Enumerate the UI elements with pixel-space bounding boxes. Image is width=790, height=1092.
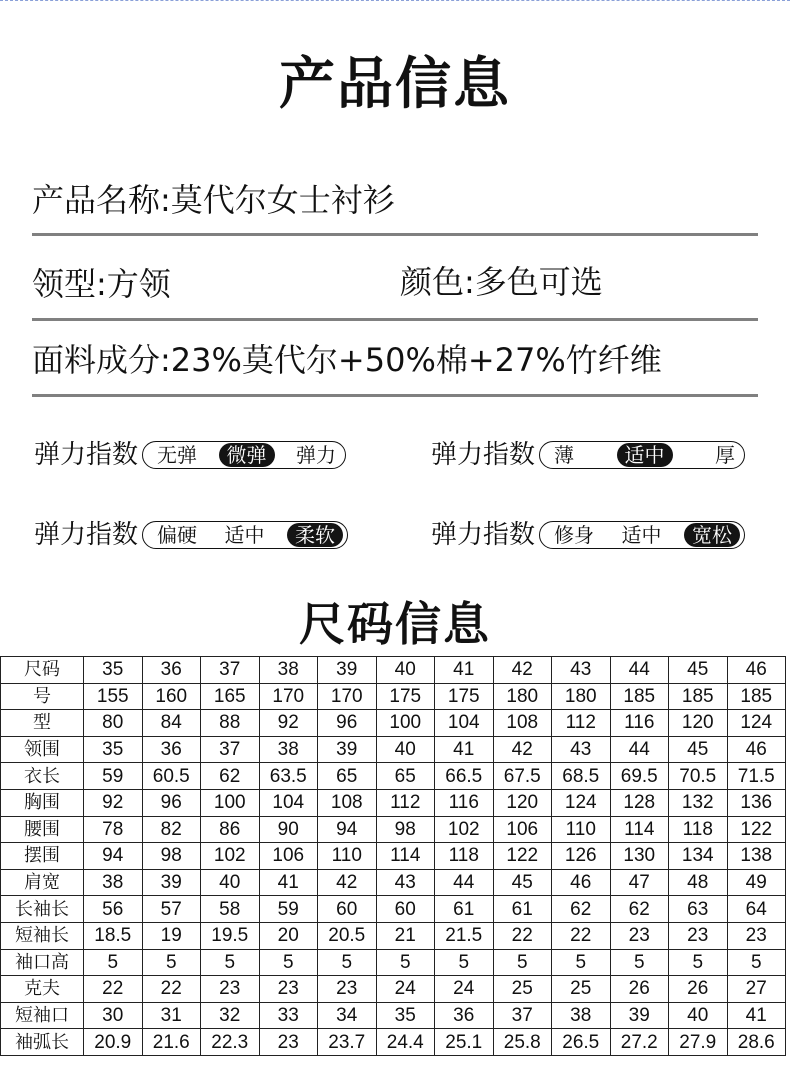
table-cell: 120	[493, 789, 552, 816]
table-cell: 37	[493, 1002, 552, 1029]
divider	[32, 394, 758, 397]
table-cell: 25	[552, 976, 611, 1003]
table-cell: 25.8	[493, 1029, 552, 1056]
table-row	[1, 1002, 786, 1029]
table-cell: 23	[259, 976, 318, 1003]
table-cell: 23	[669, 922, 728, 949]
table-cell: 62	[201, 763, 260, 790]
table-cell: 43	[552, 657, 611, 684]
table-cell: 23.7	[318, 1029, 377, 1056]
table-cell: 37	[201, 736, 260, 763]
index-option-selected: 适中	[617, 443, 673, 467]
table-cell: 42	[493, 657, 552, 684]
table-cell: 82	[142, 816, 201, 843]
table-cell: 70.5	[669, 763, 728, 790]
table-cell: 100	[201, 789, 260, 816]
table-cell: 40	[201, 869, 260, 896]
table-cell: 45	[669, 657, 728, 684]
table-cell: 69.5	[610, 763, 669, 790]
table-row	[1, 949, 786, 976]
row-header-cell: 短袖长	[1, 922, 84, 949]
table-cell: 5	[552, 949, 611, 976]
table-cell: 78	[84, 816, 143, 843]
table-cell: 31	[142, 1002, 201, 1029]
table-cell: 185	[727, 683, 786, 710]
table-cell: 170	[318, 683, 377, 710]
table-cell: 5	[259, 949, 318, 976]
table-cell: 28.6	[727, 1029, 786, 1056]
table-cell: 118	[669, 816, 728, 843]
table-cell: 36	[142, 657, 201, 684]
index-label: 弹力指数	[431, 520, 536, 550]
table-cell: 94	[318, 816, 377, 843]
table-cell: 40	[376, 736, 435, 763]
table-cell: 122	[493, 843, 552, 870]
table-cell: 21.5	[435, 922, 494, 949]
table-cell: 155	[84, 683, 143, 710]
table-cell: 96	[142, 789, 201, 816]
elasticity-index	[34, 437, 346, 473]
table-cell: 43	[376, 869, 435, 896]
table-cell: 41	[259, 869, 318, 896]
softness-index	[34, 517, 348, 553]
table-cell: 128	[610, 789, 669, 816]
index-option: 修身	[554, 523, 595, 547]
size-chart-table	[0, 656, 786, 1056]
table-cell: 160	[142, 683, 201, 710]
table-cell: 62	[610, 896, 669, 923]
table-cell: 122	[727, 816, 786, 843]
page-title: 产品信息	[279, 52, 511, 117]
table-cell: 60.5	[142, 763, 201, 790]
table-cell: 112	[376, 789, 435, 816]
table-cell: 66.5	[435, 763, 494, 790]
table-cell: 92	[259, 710, 318, 737]
row-header-cell: 胸围	[1, 789, 84, 816]
table-cell: 35	[376, 1002, 435, 1029]
table-cell: 22	[552, 922, 611, 949]
table-cell: 61	[493, 896, 552, 923]
table-cell: 26.5	[552, 1029, 611, 1056]
index-scale	[142, 441, 346, 469]
table-cell: 132	[669, 789, 728, 816]
row-header-cell: 袖弧长	[1, 1029, 84, 1056]
row-header-cell: 腰围	[1, 816, 84, 843]
table-cell: 60	[318, 896, 377, 923]
table-cell: 58	[201, 896, 260, 923]
table-cell: 44	[610, 736, 669, 763]
row-header-cell: 号	[1, 683, 84, 710]
row-header-cell: 肩宽	[1, 869, 84, 896]
index-option: 厚	[715, 443, 736, 467]
table-cell: 46	[727, 657, 786, 684]
row-header-cell: 领围	[1, 736, 84, 763]
table-cell: 56	[84, 896, 143, 923]
table-cell: 116	[610, 710, 669, 737]
row-header-cell: 型	[1, 710, 84, 737]
table-cell: 34	[318, 1002, 377, 1029]
table-cell: 25.1	[435, 1029, 494, 1056]
table-cell: 94	[84, 843, 143, 870]
table-cell: 59	[84, 763, 143, 790]
table-cell: 185	[669, 683, 728, 710]
table-row	[1, 843, 786, 870]
table-cell: 23	[259, 1029, 318, 1056]
table-cell: 26	[669, 976, 728, 1003]
table-cell: 136	[727, 789, 786, 816]
table-cell: 41	[435, 657, 494, 684]
table-cell: 175	[376, 683, 435, 710]
fit-index	[431, 517, 745, 553]
row-header-cell: 衣长	[1, 763, 84, 790]
table-cell: 165	[201, 683, 260, 710]
table-cell: 39	[318, 736, 377, 763]
row-header-cell: 尺码	[1, 657, 84, 684]
table-cell: 5	[727, 949, 786, 976]
table-row	[1, 896, 786, 923]
table-cell: 5	[669, 949, 728, 976]
table-cell: 23	[610, 922, 669, 949]
table-cell: 71.5	[727, 763, 786, 790]
table-cell: 39	[318, 657, 377, 684]
table-cell: 110	[552, 816, 611, 843]
table-cell: 180	[493, 683, 552, 710]
table-cell: 114	[610, 816, 669, 843]
index-option: 薄	[554, 443, 575, 467]
table-cell: 19	[142, 922, 201, 949]
table-cell: 108	[318, 789, 377, 816]
row-header-cell: 摆围	[1, 843, 84, 870]
index-option-selected: 微弹	[219, 443, 275, 467]
table-cell: 26	[610, 976, 669, 1003]
row-header-cell: 袖口高	[1, 949, 84, 976]
table-cell: 23	[727, 922, 786, 949]
table-cell: 57	[142, 896, 201, 923]
table-cell: 96	[318, 710, 377, 737]
table-row	[1, 922, 786, 949]
table-cell: 22	[142, 976, 201, 1003]
table-cell: 22	[84, 976, 143, 1003]
table-cell: 98	[376, 816, 435, 843]
table-cell: 37	[201, 657, 260, 684]
table-cell: 27	[727, 976, 786, 1003]
table-cell: 46	[552, 869, 611, 896]
row-header-cell: 短袖口	[1, 1002, 84, 1029]
table-cell: 90	[259, 816, 318, 843]
table-cell: 48	[669, 869, 728, 896]
table-cell: 38	[84, 869, 143, 896]
table-cell: 106	[259, 843, 318, 870]
table-cell: 118	[435, 843, 494, 870]
table-cell: 108	[493, 710, 552, 737]
row-header-cell: 长袖长	[1, 896, 84, 923]
table-cell: 134	[669, 843, 728, 870]
table-cell: 41	[727, 1002, 786, 1029]
table-cell: 24	[376, 976, 435, 1003]
table-cell: 86	[201, 816, 260, 843]
row-header-cell: 克夫	[1, 976, 84, 1003]
index-scale	[539, 521, 745, 549]
thickness-index	[431, 437, 745, 473]
table-cell: 138	[727, 843, 786, 870]
table-row	[1, 816, 786, 843]
table-cell: 104	[435, 710, 494, 737]
table-cell: 47	[610, 869, 669, 896]
table-cell: 80	[84, 710, 143, 737]
index-label: 弹力指数	[34, 440, 139, 470]
table-cell: 43	[552, 736, 611, 763]
table-cell: 88	[201, 710, 260, 737]
table-row	[1, 763, 786, 790]
table-cell: 60	[376, 896, 435, 923]
product-name: 产品名称:莫代尔女士衬衫	[32, 181, 395, 219]
table-cell: 23	[318, 976, 377, 1003]
table-cell: 98	[142, 843, 201, 870]
table-cell: 114	[376, 843, 435, 870]
table-cell: 124	[552, 789, 611, 816]
index-scale	[142, 521, 348, 549]
table-cell: 170	[259, 683, 318, 710]
table-cell: 20.5	[318, 922, 377, 949]
table-cell: 92	[84, 789, 143, 816]
table-cell: 27.2	[610, 1029, 669, 1056]
table-row	[1, 736, 786, 763]
table-cell: 106	[493, 816, 552, 843]
table-cell: 120	[669, 710, 728, 737]
table-cell: 21.6	[142, 1029, 201, 1056]
table-row	[1, 683, 786, 710]
table-cell: 23	[201, 976, 260, 1003]
table-cell: 59	[259, 896, 318, 923]
index-option: 适中	[621, 523, 662, 547]
index-label: 弹力指数	[431, 440, 536, 470]
table-cell: 27.9	[669, 1029, 728, 1056]
collar-type: 领型:方领	[32, 265, 171, 303]
table-row	[1, 710, 786, 737]
table-cell: 5	[201, 949, 260, 976]
index-label: 弹力指数	[34, 520, 139, 550]
table-cell: 130	[610, 843, 669, 870]
table-cell: 5	[318, 949, 377, 976]
divider	[32, 233, 758, 236]
table-cell: 24.4	[376, 1029, 435, 1056]
table-cell: 68.5	[552, 763, 611, 790]
index-option: 无弹	[157, 443, 198, 467]
table-cell: 41	[435, 736, 494, 763]
index-scale	[539, 441, 745, 469]
table-cell: 20.9	[84, 1029, 143, 1056]
table-cell: 110	[318, 843, 377, 870]
table-cell: 33	[259, 1002, 318, 1029]
table-cell: 175	[435, 683, 494, 710]
table-row	[1, 869, 786, 896]
table-cell: 65	[376, 763, 435, 790]
table-cell: 62	[552, 896, 611, 923]
table-cell: 45	[493, 869, 552, 896]
table-cell: 18.5	[84, 922, 143, 949]
table-cell: 5	[493, 949, 552, 976]
table-cell: 46	[727, 736, 786, 763]
table-cell: 38	[259, 657, 318, 684]
table-cell: 39	[142, 869, 201, 896]
table-cell: 25	[493, 976, 552, 1003]
table-cell: 5	[142, 949, 201, 976]
table-cell: 116	[435, 789, 494, 816]
index-option-selected: 柔软	[287, 523, 343, 547]
table-cell: 30	[84, 1002, 143, 1029]
table-cell: 44	[610, 657, 669, 684]
table-cell: 42	[493, 736, 552, 763]
table-cell: 5	[610, 949, 669, 976]
table-cell: 40	[669, 1002, 728, 1029]
size-section-title: 尺码信息	[299, 597, 491, 651]
top-dashed-border	[0, 0, 790, 1]
table-row	[1, 1029, 786, 1056]
table-cell: 102	[435, 816, 494, 843]
table-cell: 36	[142, 736, 201, 763]
table-cell: 45	[669, 736, 728, 763]
divider	[32, 318, 758, 321]
table-cell: 5	[435, 949, 494, 976]
table-cell: 126	[552, 843, 611, 870]
table-cell: 35	[84, 657, 143, 684]
table-cell: 39	[610, 1002, 669, 1029]
table-cell: 5	[84, 949, 143, 976]
table-cell: 100	[376, 710, 435, 737]
table-cell: 19.5	[201, 922, 260, 949]
table-cell: 102	[201, 843, 260, 870]
table-cell: 104	[259, 789, 318, 816]
table-cell: 84	[142, 710, 201, 737]
table-cell: 63.5	[259, 763, 318, 790]
table-cell: 35	[84, 736, 143, 763]
table-cell: 112	[552, 710, 611, 737]
table-cell: 64	[727, 896, 786, 923]
table-cell: 49	[727, 869, 786, 896]
table-row	[1, 657, 786, 684]
table-cell: 180	[552, 683, 611, 710]
index-option: 偏硬	[157, 523, 198, 547]
table-cell: 22	[493, 922, 552, 949]
table-cell: 44	[435, 869, 494, 896]
table-row	[1, 789, 786, 816]
table-cell: 65	[318, 763, 377, 790]
table-row	[1, 976, 786, 1003]
fabric-composition: 面料成分:23%莫代尔+50%棉+27%竹纤维	[32, 341, 662, 379]
table-cell: 36	[435, 1002, 494, 1029]
table-cell: 5	[376, 949, 435, 976]
table-cell: 38	[259, 736, 318, 763]
table-cell: 21	[376, 922, 435, 949]
table-cell: 42	[318, 869, 377, 896]
table-cell: 22.3	[201, 1029, 260, 1056]
table-cell: 24	[435, 976, 494, 1003]
table-cell: 40	[376, 657, 435, 684]
table-cell: 124	[727, 710, 786, 737]
table-cell: 20	[259, 922, 318, 949]
table-cell: 32	[201, 1002, 260, 1029]
table-cell: 61	[435, 896, 494, 923]
index-option-selected: 宽松	[684, 523, 740, 547]
table-cell: 63	[669, 896, 728, 923]
table-cell: 38	[552, 1002, 611, 1029]
index-option: 弹力	[296, 443, 337, 467]
table-cell: 185	[610, 683, 669, 710]
index-option: 适中	[224, 523, 265, 547]
color-options: 颜色:多色可选	[400, 263, 603, 301]
table-cell: 67.5	[493, 763, 552, 790]
